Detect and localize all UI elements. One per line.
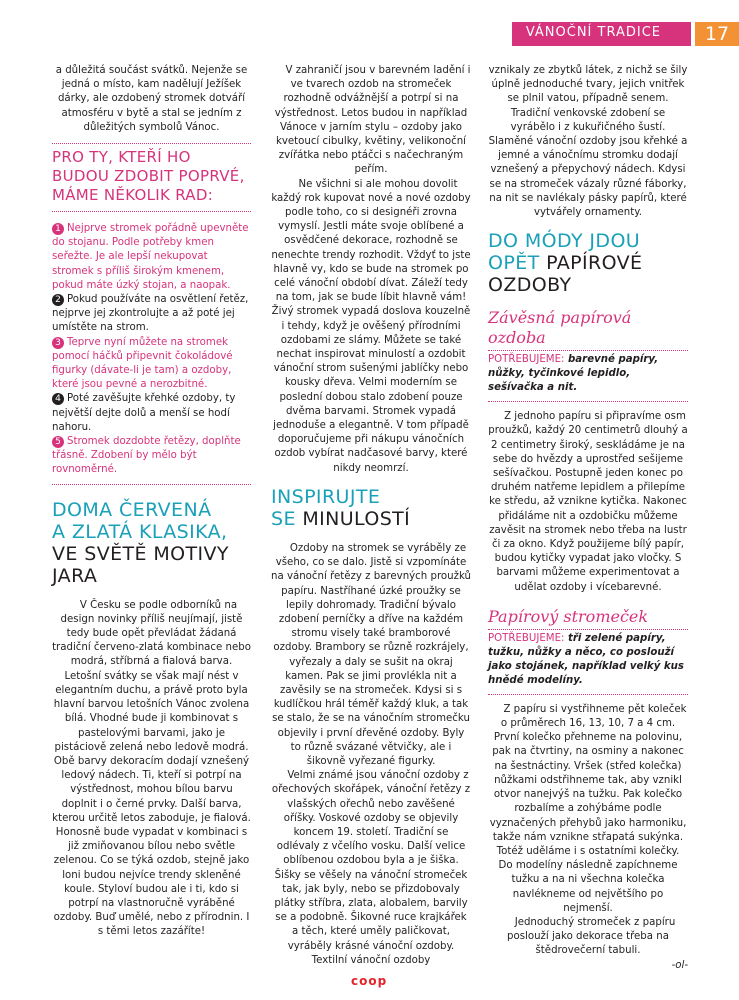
tip-item: 4 Poté zavěšujte křehké ozdoby, ty největší dejte dolů a menší se hodí nahoru. — [52, 393, 236, 433]
section-heading: DO MÓDY JDOU OPĚT PAPÍROVÉ OZDOBY — [488, 230, 643, 297]
column-3 — [488, 64, 688, 973]
number-4-icon: 4 — [52, 393, 64, 405]
column-2 — [271, 64, 471, 968]
column-1 — [52, 64, 251, 940]
paragraph: Jednoduchý stromeček z papíru poslouží jako dekorace třeba na štědrovečerní tabuli. — [507, 916, 676, 957]
paragraph: vznikaly ze zbytků látek, z nichž se šily úplně jednoduché tvary, jejich vnitřek se plnil vatou, případně senem. Tradiční venkovské zdobení se vyrábělo i z kukuřičného šustí. Slaměné vánoční ozdoby jsou křehké a jemné a vánočnímu stromku dodají vznešený a přepychový nádech. Kdysi se na stromeček vázaly různé fáborky, na nit se navlékaly pásky papírů, které vytvářely ornamenty. — [488, 65, 688, 219]
paragraph: Ne všichni si ale mohou dovolit každý rok kupovat nové a nové ozdoby podle toho, co si designéři zrovna vymyslí. Jestli máte svoje oblíbené a osvědčené dekorace, rozhodně se nenechte trendy rozhodit. Vždyť to jste hlavně vy, kdo se bude na stromek po celé vánoční období dívat. Záleží tedy na tom, jak se bude líbit hlavně vám! Živý stromek vypadá doslova kouzelně i tehdy, když je ověšený přírodními ozdobami ze slámy. Můžete se také nechat inspirovat minulostí a ozdobit vánoční strom sušenými jablíčky nebo kousky dřeva. Velmi moderním se poslední dobou stalo zdobení pouze dvěma barvami. Stromek vypadá jednoduše a elegantně. V tom případě doporučujeme při nákupu vánočních ozdob vybírat nadčasové barvy, které nikdy neomrzí. — [271, 178, 471, 474]
section-heading: DOMA ČERVENÁ A ZLATÁ KLASIKA, VE SVĚTĚ MOTIVY JARA — [52, 498, 229, 587]
paragraph: a důležitá součást svátků. Nejenže se jedná o místo, kam nadělují Ježíšek dárky, ale ozdobený stromek dotváří atmosféru v bytě a stal se jedním z důležitých symbolů Vánoc. — [55, 65, 248, 133]
number-3-icon: 3 — [52, 337, 64, 349]
paragraph: Ozdoby na stromek se vyráběly ze všeho, co se dalo. Jistě si vzpomínáte na vánoční řetězy z barevných proužků papíru. Nastříhané úzké proužky se lepily dohromady. Tradiční bývalo zdobení perníčky a dříve na každém stromu visely také bramborové ozdoby. Brambory se různě rozkrájely, vyřezaly a daly se sušit na okraj kamen. Pak se jimi provlékla nit a zavěsily se na stromeček. Kdysi si s kudlíčkou hrál téměř každý kluk, a tak se stalo, že se na vánočním stromečku objevily i první dřevěné ozdoby. Byly to různě svázané větvičky, ale i šikovně vyřezané figurky. — [271, 542, 471, 767]
paragraph: V Česku se podle odborníků na design novinky příliš neujímají, jistě tedy bude opět převládat žádaná tradiční červeno-zlatá kombinace nebo modrá, stříbrná a fialová barva. Letošní svátky se však mají nést v elegantním duchu, a právě proto byla hlavní barvou letošních Vánoc zvolena bílá. Vhodné bude ji kombinovat s pastelovými barvami, jako je pistáciově zelená nebo ledově modrá. Obě barvy dekoracím dodají vznešený ledový nádech. Ti, kteří si potrpí na výstřednost, mohou bílou barvu doplnit i o černé prvky. Další barva, kterou určitě letos zaboduje, je fialová. Honosně bude vypadat v kombinaci s již zmiňovanou bílou nebo světle zelenou. Co se týká ozdob, stejně jako loni budou nejvíce trendy skleněné koule. Styloví budou ale i ti, kdo si potrpí na vlastnoručně vyráběné ozdoby. Buď umělé, nebo z přírodnin. I s těmi letos zazáříte! — [52, 599, 251, 938]
paragraph: V zahraničí jsou v barevném ladění i ve tvarech ozdob na stromeček rozhodně odvážnější a potrpí si na výstřednost. Letos budou in například Vánoce v jarním stylu – ozdoby jako kvetoucí cibulky, květiny, velikonoční zvířátka nebo ptáčci s načechraným peřím. — [274, 65, 471, 176]
section-title: VÁNOČNÍ TRADICE — [512, 22, 691, 46]
tip-item: 5 Stromek dozdobte řetězy, doplňte třásně. Zdobení by mělo být rovnoměrné. — [52, 435, 251, 485]
page-number: 17 — [695, 22, 739, 46]
tips-heading: PRO TY, KTEŘÍ HO BUDOU ZDOBIT POPRVÉ, MÁME NĚKOLIK RAD: — [52, 143, 251, 212]
paragraph: Z jednoho papíru si připravíme osm proužků, každý 20 centimetrů dlouhý a 2 centimetry široký, seskládáme je na sebe do hvězdy a uprostřed sešijeme sešívačkou. Postupně jeden konec po druhém natřeme lepidlem a přilepíme ke středu, až vznikne kytička. Nakonec přidáláme nit a ozdobičku můžeme zavěsit na stromek nebo třeba na lustr či za okno. Když použijeme bílý papír, budou kytičky vypadat jako vločky. S barvami můžeme experimentovat a udělat ozdoby i vícebarevné. — [488, 411, 688, 593]
tip-item: 2 Pokud používáte na osvětlení řetěz, nejprve jej zkontrolujte a až poté jej umístěte na strom. — [52, 294, 249, 334]
tip-item: 1 Nejprve stromek pořádně upevněte do stojanu. Podle potřeby kmen seřežte. Je ale lepší nekupovat stromek s příliš širokým kmenem, pokud máte úzký stojan, a naopak. — [52, 223, 249, 291]
number-5-icon: 5 — [52, 436, 64, 448]
coop-logo: coop — [351, 974, 388, 988]
tip-item: 3 Teprve nyní můžete na stromek pomocí háčků připevnit čokoládové figurky (dávate-li je tam) a ozdoby, které jsou pevné a nerozbitné. — [52, 336, 233, 391]
materials-list: POTŘEBUJEME: tři zelené papíry, tužku, nůžky a něco, co poslouží jako stojánek, například velký kus hnědé modelíny. — [488, 632, 688, 695]
subheading: Papírový stromeček — [488, 607, 688, 630]
author-signature: -ol- — [671, 959, 688, 971]
number-1-icon: 1 — [52, 223, 64, 235]
subheading: Závěsná papírová ozdoba — [488, 308, 688, 351]
paragraph: Z papíru si vystřihneme pět koleček o průměrech 16, 13, 10, 7 a 4 cm. První kolečko přehneme na polovinu, pak na čtvrtiny, na osminy a nakonec na šestnáctiny. Vršek (střed kolečka) nůžkami odstřihneme tak, aby vznikl otvor nanejvýš na tužku. Pak kolečko rozbalíme a zohýbáme podle vyznačených přehybů jako harmoniku, takže nám vznikne střapatá sukýnka. Totéž uděláme i s ostatními kolečky. Do modelíny následně zapíchneme tužku a na ni všechna kolečka navlékneme od největšího po nejmenší. — [489, 703, 687, 914]
number-2-icon: 2 — [52, 294, 64, 306]
page-header — [512, 22, 739, 46]
materials-list: POTŘEBUJEME: barevné papíry, nůžky, tyčinkové lepidlo, sešívačka a nit. — [488, 353, 688, 402]
section-heading: INSPIRUJTE SE MINULOSTÍ — [271, 485, 411, 530]
paragraph: Velmi známé jsou vánoční ozdoby z ořechových skořápek, vánoční řetězy z vlašských ořechů nebo zavěšené oříšky. Voskové ozdoby se objevily koncem 19. století. Tradiční se odlévaly z včelího vosku. Další velice oblíbenou ozdobou byla a je šiška. Šišky se věšely na vánoční stromeček tak, jak byly, nebo se přizdobovaly plátky stříbra, zlata, alobalem, barvily se a podobně. Šikovné ruce krajkářek a těch, které uměly paličkovat, vyráběly krásné vánoční ozdoby. Textilní vánoční ozdoby — [271, 770, 471, 966]
